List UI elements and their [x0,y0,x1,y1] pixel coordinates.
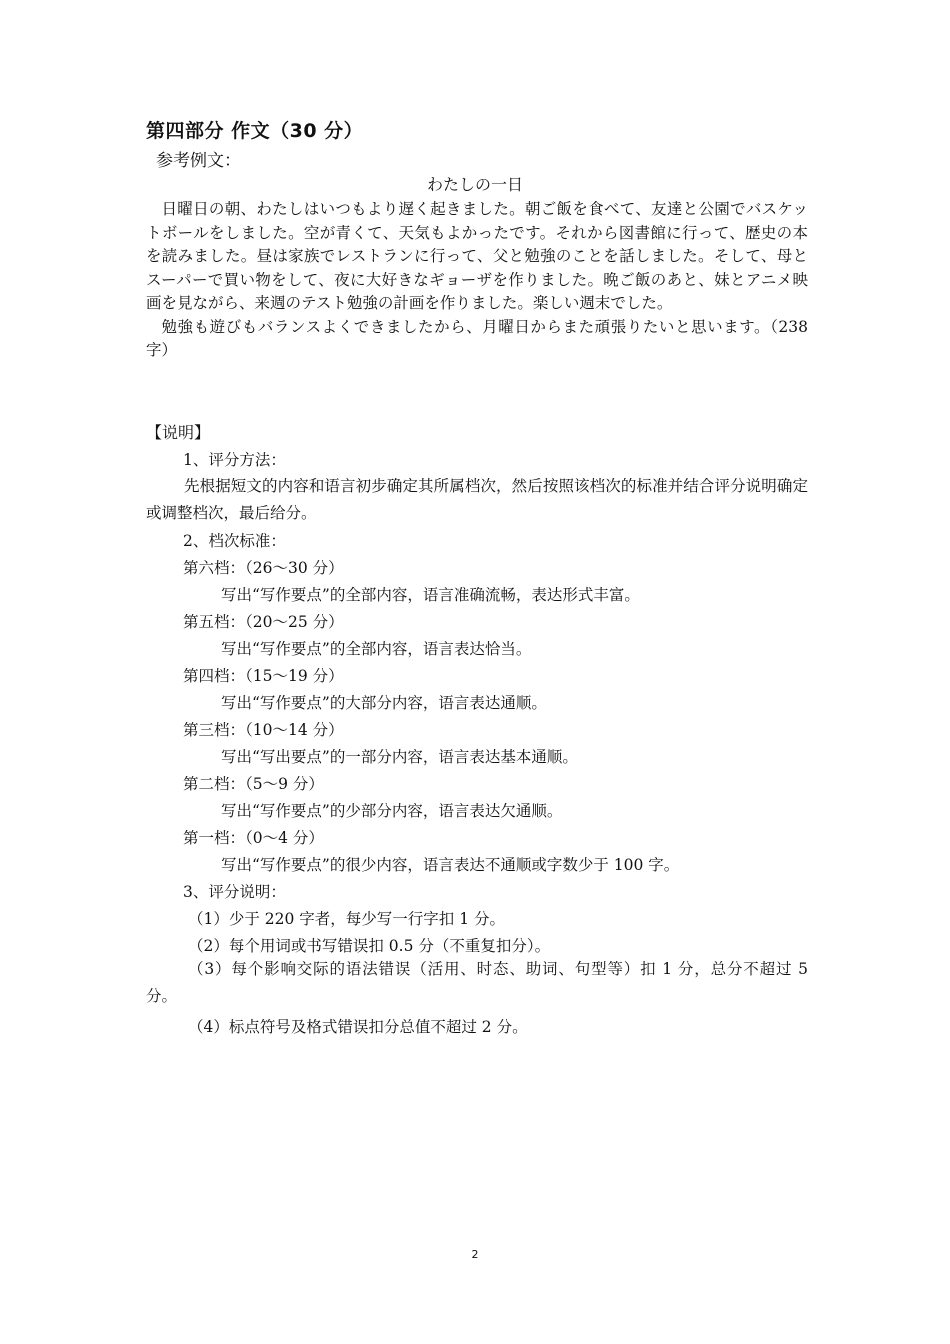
scoring-note: （3）每个影响交际的语法错误（活用、时态、助词、句型等）扣 1 分，总分不超过 5 分。 [146,960,808,1005]
grades-heading: 2、档次标准： [183,532,286,550]
grade-description: 写出“写作要点”的少部分内容，语言表达欠通顺。 [221,802,563,820]
grade-label: 第一档：（0～4 分） [183,829,324,847]
grade-description: 写出“写作要点”的很少内容，语言表达不通顺或字数少于 100 字。 [221,856,680,874]
notes-title: 【说明】 [146,423,211,442]
scoring-note: （4）标点符号及格式错误扣分总值不超过 2 分。 [188,1018,528,1036]
grade-description: 写出“写出要点”的一部分内容，语言表达基本通顺。 [221,748,578,766]
grade-label: 第四档：（15～19 分） [183,667,344,685]
essay-title: わたしの一日 [426,175,523,194]
grade-description: 写出“写作要点”的大部分内容，语言表达通顺。 [221,694,547,712]
scoring-note: （1）少于 220 字者，每少写一行字扣 1 分。 [188,910,506,928]
essay-paragraph-2: 勉強も遊びもバランスよくできましたから、月曜日からまた頑張りたいと思います。（238 字） [146,317,808,359]
scoring-note: （2）每个用词或书写错误扣 0.5 分（不重复扣分）。 [188,937,551,955]
scoring-notes-heading: 3、评分说明： [183,883,286,901]
grade-label: 第五档：（20～25 分） [183,613,344,631]
grade-label: 第三档：（10～14 分） [183,721,344,739]
scoring-method-text: 先根据短文的内容和语言初步确定其所属档次，然后按照该档次的标准并结合评分说明确定或调整档次，最后给分。 [146,477,808,522]
section-heading: 第四部分 作文（30 分） [146,120,364,142]
reference-label: 参考例文： [156,151,241,171]
grade-description: 写出“写作要点”的全部内容，语言表达恰当。 [221,640,532,658]
scoring-method-heading: 1、评分方法： [183,451,286,469]
grade-label: 第二档：（5～9 分） [183,775,324,793]
page-number: 2 [471,1248,479,1261]
grade-description: 写出“写作要点”的全部内容，语言准确流畅，表达形式丰富。 [221,586,640,604]
essay-body [146,198,808,363]
essay-paragraph-1: 日曜日の朝、わたしはいつもより遅く起きました。朝ご飯を食べて、友達と公園でバスケットボールをしました。空が青くて、天気もよかったです。それから図書館に行って、歴史の本を読みました。昼は家族でレストランに行って、父と勉強のことを話しました。そして、母とスーパーで買い物をして、夜に大好きなギョーザを作りました。晩ご飯のあと、妹とアニメ映画を見ながら、来週のテスト勉強の計画を作りました。楽しい週末でした。 [146,200,808,312]
grade-label: 第六档：（26～30 分） [183,559,344,577]
